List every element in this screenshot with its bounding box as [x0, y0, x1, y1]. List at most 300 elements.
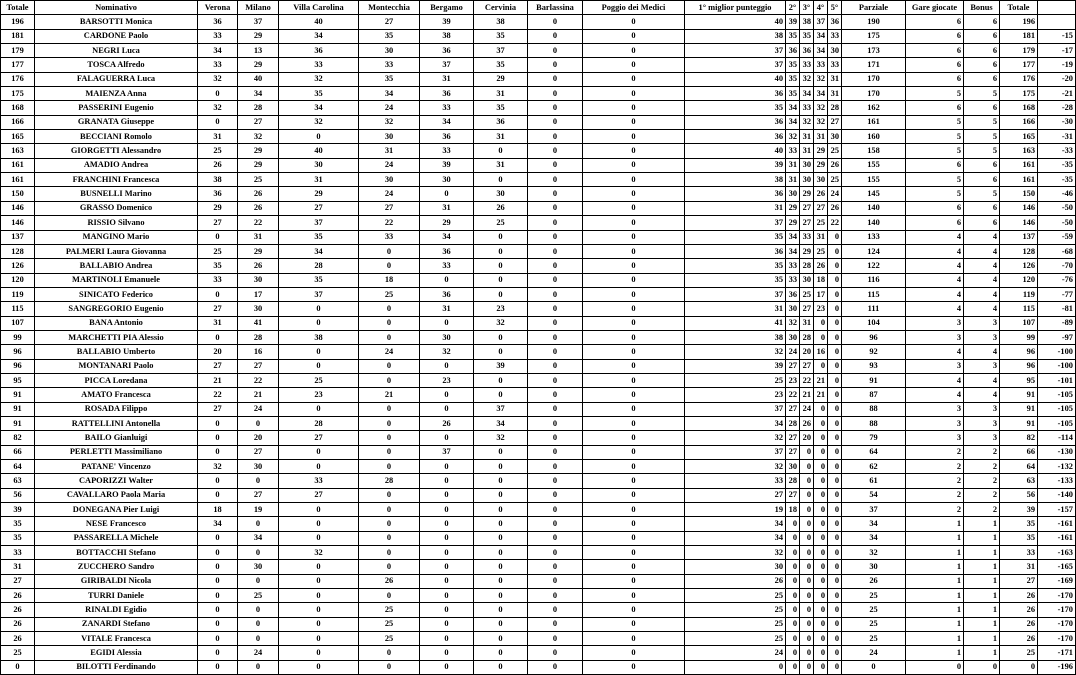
table-cell: 0 — [828, 503, 842, 517]
player-name-cell: PASSARELLA Michele — [35, 531, 198, 545]
table-cell: 0 — [828, 531, 842, 545]
table-cell: 168 — [1, 101, 35, 115]
table-cell: 0 — [279, 460, 359, 474]
table-cell: 31 — [800, 316, 814, 330]
table-cell: 38 — [420, 29, 474, 43]
table-cell: 0 — [828, 646, 842, 660]
table-cell: 30 — [800, 173, 814, 187]
table-cell: 34 — [279, 244, 359, 258]
table-cell: 0 — [420, 531, 474, 545]
player-name-cell: MAIENZA Anna — [35, 87, 198, 101]
table-cell: 5 — [964, 187, 1000, 201]
header-cell: Totale — [1000, 1, 1038, 15]
table-cell: 1 — [906, 603, 964, 617]
table-cell: 1 — [906, 646, 964, 660]
table-cell: 24 — [359, 187, 420, 201]
table-cell — [1038, 15, 1076, 29]
table-row — [1, 115, 1076, 129]
table-cell: 25 — [814, 216, 828, 230]
player-name-cell: FRANCHINI Francesca — [35, 173, 198, 187]
table-cell: 0 — [828, 488, 842, 502]
table-cell: 40 — [685, 15, 786, 29]
table-cell: 96 — [1, 359, 35, 373]
table-cell: 34 — [685, 517, 786, 531]
table-cell: 0 — [583, 158, 685, 172]
table-cell: 87 — [842, 388, 906, 402]
table-cell: 0 — [528, 589, 583, 603]
table-cell: 33 — [198, 273, 238, 287]
table-cell: -35 — [1038, 173, 1076, 187]
table-cell: 27 — [279, 488, 359, 502]
table-cell: 25 — [359, 632, 420, 646]
table-cell: 26 — [1, 632, 35, 646]
table-cell: 0 — [474, 546, 528, 560]
table-cell: 41 — [238, 316, 279, 330]
table-cell: 31 — [474, 158, 528, 172]
table-cell: 35 — [685, 273, 786, 287]
table-cell: 35 — [685, 101, 786, 115]
table-cell: 4 — [906, 388, 964, 402]
table-cell: 6 — [906, 158, 964, 172]
table-cell: 29 — [800, 187, 814, 201]
table-cell: 20 — [800, 431, 814, 445]
table-cell: 0 — [359, 546, 420, 560]
table-cell: 0 — [814, 416, 828, 430]
table-cell: 126 — [1, 259, 35, 273]
header-cell: 5° — [828, 1, 842, 15]
table-cell: 25 — [359, 617, 420, 631]
table-cell: 0 — [583, 488, 685, 502]
table-cell: 0 — [828, 460, 842, 474]
table-cell: 35 — [474, 101, 528, 115]
table-cell: 27 — [786, 445, 800, 459]
table-row — [1, 230, 1076, 244]
table-cell: 181 — [1000, 29, 1038, 43]
table-cell: 0 — [828, 589, 842, 603]
table-row — [1, 201, 1076, 215]
table-cell: 31 — [800, 130, 814, 144]
table-cell: 0 — [279, 560, 359, 574]
table-cell: 0 — [528, 345, 583, 359]
table-cell: 0 — [828, 660, 842, 674]
table-cell: 0 — [528, 632, 583, 646]
table-cell: 34 — [420, 115, 474, 129]
header-cell: 1° miglior punteggio — [685, 1, 786, 15]
table-cell: 0 — [800, 617, 814, 631]
table-cell: 25 — [842, 589, 906, 603]
table-cell: 31 — [828, 87, 842, 101]
table-cell: 173 — [842, 44, 906, 58]
table-cell: 27 — [1000, 574, 1038, 588]
table-cell: 26 — [814, 187, 828, 201]
table-cell: -130 — [1038, 445, 1076, 459]
table-cell: 29 — [814, 144, 828, 158]
table-cell: 1 — [964, 646, 1000, 660]
table-cell: 0 — [279, 517, 359, 531]
table-row — [1, 87, 1076, 101]
table-cell: 37 — [238, 15, 279, 29]
table-cell: 26 — [842, 574, 906, 588]
table-cell: 0 — [420, 646, 474, 660]
table-cell: 88 — [842, 416, 906, 430]
table-cell: 31 — [279, 173, 359, 187]
table-cell: 34 — [842, 517, 906, 531]
table-cell: 0 — [279, 345, 359, 359]
table-cell: 37 — [685, 287, 786, 301]
table-cell: 0 — [279, 302, 359, 316]
table-cell: 2 — [906, 503, 964, 517]
table-cell: 0 — [528, 158, 583, 172]
table-cell: 0 — [583, 87, 685, 101]
table-cell: 128 — [1, 244, 35, 258]
table-cell: 0 — [279, 632, 359, 646]
table-cell: 0 — [800, 474, 814, 488]
table-cell: 28 — [800, 259, 814, 273]
table-cell: 34 — [685, 531, 786, 545]
table-cell: 0 — [800, 589, 814, 603]
table-cell: 91 — [1, 402, 35, 416]
table-cell: -28 — [1038, 101, 1076, 115]
table-cell: 2 — [964, 460, 1000, 474]
table-cell: -114 — [1038, 431, 1076, 445]
table-row — [1, 503, 1076, 517]
table-cell: 99 — [1000, 330, 1038, 344]
table-cell: 26 — [1000, 589, 1038, 603]
table-cell: 4 — [964, 345, 1000, 359]
table-cell: 0 — [528, 259, 583, 273]
table-row — [1, 646, 1076, 660]
table-cell: 4 — [906, 259, 964, 273]
table-cell: 27 — [800, 359, 814, 373]
table-cell: 6 — [906, 29, 964, 43]
table-cell: 25 — [1000, 646, 1038, 660]
table-cell: 29 — [238, 58, 279, 72]
table-cell: 39 — [786, 15, 800, 29]
header-cell: Barlassina — [528, 1, 583, 15]
table-cell: 6 — [964, 158, 1000, 172]
table-cell: 36 — [198, 15, 238, 29]
table-cell: 158 — [842, 144, 906, 158]
table-cell: 4 — [964, 287, 1000, 301]
table-cell: 26 — [1, 589, 35, 603]
table-cell: 140 — [842, 201, 906, 215]
table-cell: 38 — [198, 173, 238, 187]
table-cell: 38 — [685, 173, 786, 187]
table-cell: 30 — [420, 173, 474, 187]
table-cell: 2 — [906, 460, 964, 474]
table-cell: 0 — [583, 617, 685, 631]
table-cell: 0 — [359, 316, 420, 330]
table-cell: 41 — [685, 316, 786, 330]
table-cell: 5 — [964, 144, 1000, 158]
table-row — [1, 460, 1076, 474]
table-cell: 32 — [474, 431, 528, 445]
table-cell: 0 — [814, 330, 828, 344]
table-cell: 35 — [1000, 517, 1038, 531]
table-cell: 165 — [1, 130, 35, 144]
table-cell: 21 — [800, 388, 814, 402]
table-cell: 181 — [1, 29, 35, 43]
header-cell: Bergamo — [420, 1, 474, 15]
table-cell: 34 — [786, 244, 800, 258]
table-cell: 40 — [685, 72, 786, 86]
table-cell: 1 — [964, 632, 1000, 646]
table-cell: 30 — [842, 560, 906, 574]
table-cell: 36 — [420, 87, 474, 101]
table-cell: 96 — [1, 345, 35, 359]
table-cell: 1 — [964, 589, 1000, 603]
table-cell: 166 — [1000, 115, 1038, 129]
table-cell: 0 — [828, 402, 842, 416]
table-cell: 0 — [800, 488, 814, 502]
table-cell: 35 — [786, 72, 800, 86]
table-cell: 27 — [198, 402, 238, 416]
table-cell: 2 — [906, 474, 964, 488]
table-cell: 32 — [685, 345, 786, 359]
table-cell: 0 — [238, 632, 279, 646]
table-cell: 32 — [800, 115, 814, 129]
table-cell: 6 — [964, 201, 1000, 215]
table-cell: 33 — [198, 58, 238, 72]
table-row — [1, 546, 1076, 560]
table-row — [1, 345, 1076, 359]
table-cell: 1 — [964, 603, 1000, 617]
table-cell: 0 — [474, 460, 528, 474]
table-cell: 36 — [420, 44, 474, 58]
table-cell: 0 — [814, 660, 828, 674]
table-body — [1, 15, 1076, 675]
table-cell: 0 — [583, 187, 685, 201]
table-cell: 27 — [198, 359, 238, 373]
table-row — [1, 15, 1076, 29]
table-cell: 166 — [1, 115, 35, 129]
table-cell: 32 — [279, 546, 359, 560]
table-cell: 146 — [1000, 201, 1038, 215]
table-cell: 0 — [238, 603, 279, 617]
table-cell: 39 — [685, 158, 786, 172]
table-cell: 0 — [828, 546, 842, 560]
table-cell: 5 — [906, 144, 964, 158]
table-cell: 36 — [786, 44, 800, 58]
table-cell: 32 — [814, 101, 828, 115]
table-cell: 34 — [279, 101, 359, 115]
table-cell: 155 — [842, 158, 906, 172]
table-cell: 0 — [528, 388, 583, 402]
table-cell: 177 — [1000, 58, 1038, 72]
table-cell: 0 — [828, 259, 842, 273]
player-name-cell: TOSCA Alfredo — [35, 58, 198, 72]
table-cell: 32 — [685, 460, 786, 474]
table-cell: 0 — [359, 646, 420, 660]
table-cell: 4 — [964, 388, 1000, 402]
table-cell: 33 — [279, 474, 359, 488]
table-cell: -68 — [1038, 244, 1076, 258]
table-row — [1, 216, 1076, 230]
table-cell: 22 — [198, 388, 238, 402]
table-cell: 27 — [238, 115, 279, 129]
table-cell: 27 — [814, 201, 828, 215]
table-cell: 91 — [1, 416, 35, 430]
table-cell: 0 — [474, 474, 528, 488]
table-cell: 35 — [198, 259, 238, 273]
table-cell: 0 — [198, 431, 238, 445]
table-cell: -161 — [1038, 517, 1076, 531]
table-cell: 0 — [198, 87, 238, 101]
table-cell: 0 — [828, 388, 842, 402]
table-cell: 25 — [238, 173, 279, 187]
table-cell: 29 — [814, 158, 828, 172]
table-cell: 111 — [842, 302, 906, 316]
table-cell: 33 — [786, 144, 800, 158]
table-cell: 0 — [1, 660, 35, 674]
player-name-cell: VITALE Francesca — [35, 632, 198, 646]
table-cell: 36 — [420, 244, 474, 258]
table-cell: 24 — [786, 345, 800, 359]
table-cell: 0 — [528, 29, 583, 43]
table-cell: 0 — [279, 402, 359, 416]
table-cell: 0 — [474, 503, 528, 517]
table-cell: 32 — [359, 115, 420, 129]
table-cell: 28 — [279, 416, 359, 430]
table-cell: 34 — [842, 531, 906, 545]
table-cell: 0 — [198, 560, 238, 574]
table-cell: 0 — [359, 517, 420, 531]
table-cell: 21 — [814, 388, 828, 402]
table-cell: 0 — [474, 445, 528, 459]
table-cell: 171 — [842, 58, 906, 72]
table-cell: 16 — [814, 345, 828, 359]
table-row — [1, 273, 1076, 287]
table-cell: -17 — [1038, 44, 1076, 58]
table-cell: 0 — [786, 589, 800, 603]
table-cell: 0 — [279, 503, 359, 517]
table-cell: 92 — [842, 345, 906, 359]
table-cell: 26 — [238, 259, 279, 273]
table-cell: 0 — [814, 617, 828, 631]
table-cell: 176 — [1000, 72, 1038, 86]
table-row — [1, 58, 1076, 72]
table-cell: 27 — [800, 302, 814, 316]
table-cell: 0 — [528, 617, 583, 631]
table-cell: 0 — [814, 574, 828, 588]
table-cell: 119 — [1000, 287, 1038, 301]
table-cell: 40 — [279, 144, 359, 158]
player-name-cell: NESE Francesco — [35, 517, 198, 531]
table-cell: 35 — [279, 87, 359, 101]
table-cell: 0 — [583, 603, 685, 617]
table-cell: 0 — [420, 273, 474, 287]
table-cell: 20 — [800, 345, 814, 359]
table-cell: 0 — [474, 173, 528, 187]
table-cell: 0 — [198, 488, 238, 502]
table-cell: 37 — [685, 445, 786, 459]
table-cell: 31 — [238, 230, 279, 244]
player-name-cell: BANA Antonio — [35, 316, 198, 330]
table-cell: 0 — [583, 316, 685, 330]
table-cell: 35 — [1, 517, 35, 531]
table-cell: -76 — [1038, 273, 1076, 287]
table-cell: 66 — [1000, 445, 1038, 459]
table-cell: 30 — [786, 187, 800, 201]
table-cell: 34 — [359, 87, 420, 101]
table-cell: 0 — [359, 445, 420, 459]
player-name-cell: SINICATO Federico — [35, 287, 198, 301]
table-cell: 95 — [1, 373, 35, 387]
table-cell: 161 — [1, 173, 35, 187]
table-cell: 32 — [786, 316, 800, 330]
table-cell: 6 — [906, 72, 964, 86]
table-cell: 3 — [964, 330, 1000, 344]
table-cell: 0 — [198, 660, 238, 674]
table-cell: 0 — [964, 660, 1000, 674]
table-cell: 26 — [238, 187, 279, 201]
table-cell: 34 — [238, 87, 279, 101]
table-cell: 0 — [359, 503, 420, 517]
table-row — [1, 517, 1076, 531]
table-cell: 82 — [1000, 431, 1038, 445]
table-cell: 137 — [1, 230, 35, 244]
table-cell: -59 — [1038, 230, 1076, 244]
table-cell: 0 — [583, 144, 685, 158]
table-cell: 27 — [279, 431, 359, 445]
table-cell: 35 — [786, 58, 800, 72]
table-cell: 0 — [359, 373, 420, 387]
table-cell: 5 — [906, 173, 964, 187]
table-cell: 31 — [786, 173, 800, 187]
table-cell: 3 — [906, 330, 964, 344]
table-cell: 24 — [842, 646, 906, 660]
table-cell: 23 — [814, 302, 828, 316]
table-cell: 26 — [814, 259, 828, 273]
table-cell: 37 — [279, 216, 359, 230]
table-cell: 179 — [1000, 44, 1038, 58]
table-cell: 0 — [786, 660, 800, 674]
table-cell: 0 — [583, 560, 685, 574]
table-cell: -171 — [1038, 646, 1076, 660]
table-cell: 35 — [800, 29, 814, 43]
table-cell: 0 — [1000, 660, 1038, 674]
player-name-cell: RISSIO Silvano — [35, 216, 198, 230]
player-name-cell: NEGRI Luca — [35, 44, 198, 58]
table-cell: 27 — [685, 488, 786, 502]
table-cell: 0 — [279, 660, 359, 674]
table-cell: 0 — [528, 546, 583, 560]
table-cell: 21 — [198, 373, 238, 387]
table-cell: 33 — [786, 259, 800, 273]
table-cell: 88 — [842, 402, 906, 416]
table-cell: 0 — [786, 560, 800, 574]
table-cell: 20 — [238, 431, 279, 445]
table-cell: 3 — [906, 402, 964, 416]
table-cell: 150 — [1, 187, 35, 201]
table-cell: 0 — [279, 646, 359, 660]
table-cell: 26 — [1000, 632, 1038, 646]
table-cell: 0 — [583, 517, 685, 531]
table-cell: 0 — [420, 316, 474, 330]
table-cell: 34 — [420, 230, 474, 244]
player-name-cell: CAPORIZZI Walter — [35, 474, 198, 488]
table-cell: 26 — [1000, 603, 1038, 617]
table-cell: 160 — [842, 130, 906, 144]
table-cell: 3 — [906, 316, 964, 330]
table-cell: 30 — [474, 187, 528, 201]
table-cell: 168 — [1000, 101, 1038, 115]
table-cell: 0 — [814, 445, 828, 459]
table-cell: 3 — [964, 416, 1000, 430]
table-cell: 91 — [1000, 388, 1038, 402]
table-cell: 31 — [474, 130, 528, 144]
table-cell: 32 — [420, 345, 474, 359]
